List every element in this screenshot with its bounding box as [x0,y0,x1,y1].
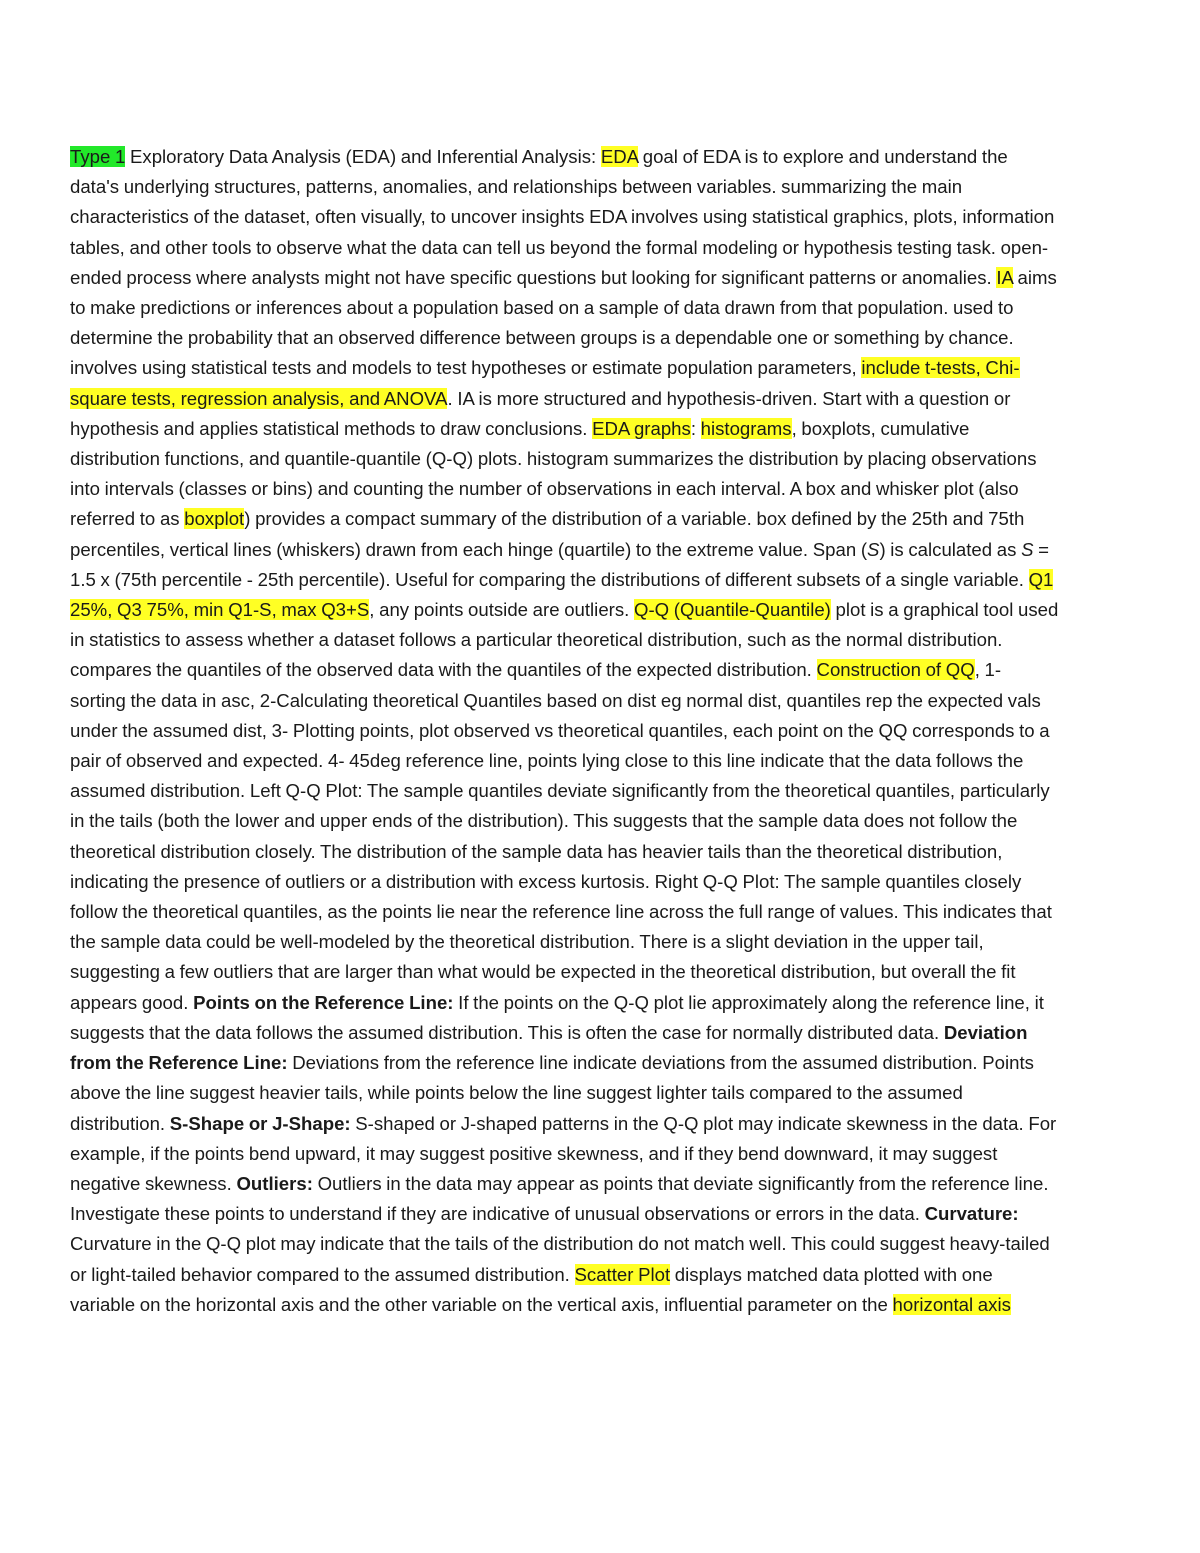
text-run: ) provides a compact summary of the distribution of a variable. box defined by the 25th and 75th percentiles, vertical lines (whiskers) drawn from each hinge (quartile) to the extreme value. Span ( [70,508,1025,560]
bold-term: Outliers: [236,1172,313,1194]
bold-term: S-Shape or J-Shape: [169,1112,351,1134]
highlighted-term: EDA graphs [592,417,691,439]
text-run: , any points outside are outliers. [369,599,634,621]
text-run: = 1.5 x (75th percentile - 25th percentile). Useful for comparing the distributions of different subsets of a single variable. [70,538,1050,590]
text-run: aims to make predictions or inferences about a population based on a sample of data drawn from that population. used to determine the probability that an observed difference between groups is a dependable one or something by chance. involves using statistical tests and models to test hypotheses or estimate population parameters, [70,266,1057,379]
bold-term: Points on the Reference Line: [193,991,454,1013]
text-run: S-shaped or J-shaped patterns in the Q-Q plot may indicate skewness in the data. For example, if the points bend upward, it may suggest positive skewness, and if they bend downward, it may suggest negative skewness. [70,1112,1057,1194]
text-run: . IA is more structured and hypothesis-driven. Start with a question or hypothesis and applies statistical methods to draw conclusions. [70,387,1011,439]
text-run: , boxplots, cumulative distribution functions, and quantile-quantile (Q-Q) plots. histogram summarizes the distribution by placing observations into intervals (classes or bins) and counting the number of observations in each interval. A box and whisker plot (also referred to as [70,417,1037,530]
highlighted-term: Scatter Plot [574,1263,671,1285]
text-run: , 1- sorting the data in asc, 2-Calculating theoretical Quantiles based on dist eg normal dist, quantiles rep the expected vals under the assumed dist, 3- Plotting points, plot observed vs theoretical quantiles, each point on the QQ corresponds to a pair of observed and expected. 4- 45deg reference line, points lying close to this line indicate that the data follows the assumed distribution. Left Q-Q Plot: The sample quantiles deviate significantly from the theoretical quantiles, particularly in the tails (both the lower and upper ends of the distribution). This suggests that the sample data does not follow the theoretical distribution closely. The distribution of the sample data has heavier tails than the theoretical distribution, indicating the presence of outliers or a distribution with excess kurtosis. Right Q-Q Plot: The sample quantiles closely follow the theoretical quantiles, as the points lie near the reference line across the full range of values. This indicates that the sample data could be well-modeled by the theoretical distribution. There is a slight deviation in the upper tail, suggesting a few outliers that are larger than what would be expected in the theoretical distribution, but overall the fit appears good. [70,659,1052,1013]
text-run: Exploratory Data Analysis (EDA) and Inferential Analysis: [125,146,601,167]
bold-term: Curvature: [924,1203,1019,1225]
highlighted-term: Q-Q (Quantile-Quantile) [633,599,831,621]
text-run: displays matched data plotted with one variable on the horizontal axis and the other variable on the vertical axis, influential parameter on the [70,1263,993,1315]
italic-symbol: S [1021,538,1034,560]
highlighted-term: horizontal axis [892,1293,1011,1315]
highlighted-term: IA [996,266,1013,288]
highlighted-term: Q1 25%, Q3 75%, min Q1-S, max Q3+S [70,568,1054,621]
highlighted-term: EDA [600,146,639,167]
document-body-text [70,142,1060,1320]
highlighted-term: Construction of QQ [816,659,975,681]
text-run: : [690,417,701,439]
bold-term: Deviation from the Reference Line: [70,1021,1028,1074]
italic-symbol: S [867,538,880,560]
text-run: plot is a graphical tool used in statistics to assess whether a dataset follows a particular theoretical distribution, such as the normal distribution. compares the quantiles of the observed data with the quantiles of the expected distribution. [70,599,1059,681]
highlighted-term: histograms [700,417,792,439]
text-run: ) is calculated as [879,538,1022,560]
highlighted-term: Type 1 [70,146,126,167]
text-run: If the points on the Q-Q plot lie approximately along the reference line, it suggests that the data follows the assumed distribution. This is often the case for normally distributed data. [70,991,1044,1043]
text-run: Curvature in the Q-Q plot may indicate that the tails of the distribution do not match well. This could suggest heavy-tailed or light-tailed behavior compared to the assumed distribution. [70,1233,1050,1285]
text-run: Outliers in the data may appear as points that deviate significantly from the reference line. Investigate these points to understand if they are indicative of unusual observations or errors in the data. [70,1172,1049,1225]
highlighted-term: boxplot [184,508,245,530]
text-run: goal of EDA is to explore and understand the data's underlying structures, patterns, anomalies, and relationships between variables. summarizing the main characteristics of the dataset, often visually, to uncover insights EDA involves using statistical graphics, plots, information tables, and other tools to observe what the data can tell us beyond the formal modeling or hypothesis testing task. open-ended process where analysts might not have specific questions but looking for significant patterns or anomalies. [70,146,1055,288]
text-run: Deviations from the reference line indicate deviations from the assumed distribution. Points above the line suggest heavier tails, while points below the line suggest lighter tails compared to the assumed distribution. [70,1052,1034,1134]
highlighted-term: include t-tests, Chi-square tests, regression analysis, and ANOVA [70,357,1020,409]
